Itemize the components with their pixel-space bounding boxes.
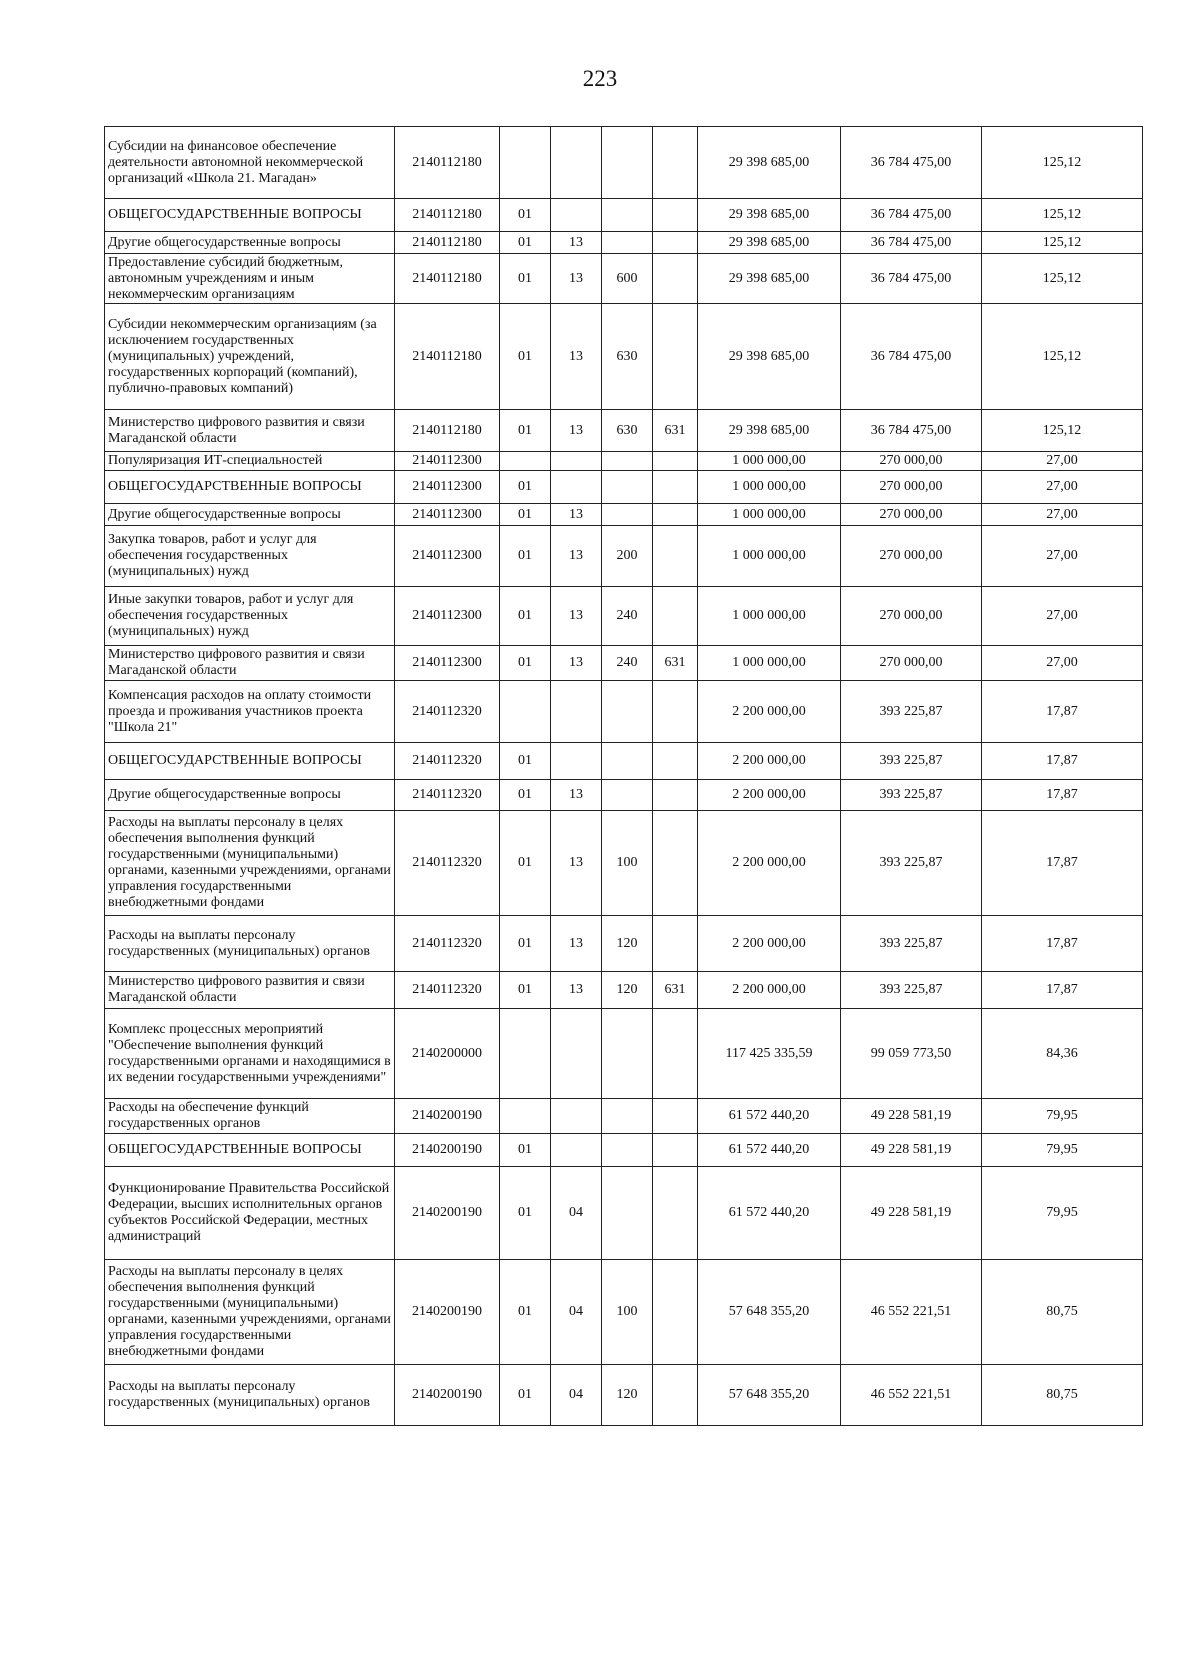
table-row — [105, 743, 1143, 780]
planned-amount: 57 648 355,20 — [698, 1365, 841, 1426]
expense-type-code — [602, 1167, 653, 1260]
expense-type-code: 120 — [602, 972, 653, 1009]
target-article-code: 2140112320 — [395, 916, 500, 972]
planned-amount: 57 648 355,20 — [698, 1260, 841, 1365]
actual-amount: 46 552 221,51 — [841, 1365, 982, 1426]
administrator-code — [653, 1167, 698, 1260]
execution-percent: 80,75 — [982, 1260, 1143, 1365]
target-article-code: 2140112180 — [395, 232, 500, 254]
table-row — [105, 587, 1143, 646]
section-code: 01 — [500, 1134, 551, 1167]
planned-amount: 29 398 685,00 — [698, 254, 841, 304]
administrator-code — [653, 681, 698, 743]
target-article-code: 2140112300 — [395, 526, 500, 587]
table-row — [105, 199, 1143, 232]
target-article-code: 2140112180 — [395, 254, 500, 304]
administrator-code — [653, 471, 698, 504]
section-code: 01 — [500, 254, 551, 304]
subsection-code — [551, 1009, 602, 1099]
section-code: 01 — [500, 304, 551, 410]
execution-percent: 80,75 — [982, 1365, 1143, 1426]
planned-amount: 61 572 440,20 — [698, 1167, 841, 1260]
expense-type-code: 120 — [602, 1365, 653, 1426]
execution-percent: 27,00 — [982, 504, 1143, 526]
planned-amount: 1 000 000,00 — [698, 526, 841, 587]
budget-table — [104, 126, 1143, 1426]
administrator-code — [653, 1009, 698, 1099]
subsection-code: 13 — [551, 504, 602, 526]
section-code: 01 — [500, 410, 551, 452]
planned-amount: 2 200 000,00 — [698, 916, 841, 972]
actual-amount: 46 552 221,51 — [841, 1260, 982, 1365]
subsection-code: 04 — [551, 1365, 602, 1426]
section-code: 01 — [500, 1167, 551, 1260]
planned-amount: 1 000 000,00 — [698, 471, 841, 504]
administrator-code — [653, 916, 698, 972]
actual-amount: 270 000,00 — [841, 504, 982, 526]
target-article-code: 2140112300 — [395, 646, 500, 681]
administrator-code: 631 — [653, 646, 698, 681]
subsection-code — [551, 471, 602, 504]
target-article-code: 2140200190 — [395, 1099, 500, 1134]
subsection-code: 13 — [551, 232, 602, 254]
planned-amount: 61 572 440,20 — [698, 1134, 841, 1167]
execution-percent: 125,12 — [982, 232, 1143, 254]
execution-percent: 27,00 — [982, 452, 1143, 471]
budget-item-name: Расходы на выплаты персоналу государственных (муниципальных) органов — [105, 1365, 395, 1426]
execution-percent: 79,95 — [982, 1134, 1143, 1167]
administrator-code — [653, 127, 698, 199]
subsection-code — [551, 1134, 602, 1167]
actual-amount: 393 225,87 — [841, 916, 982, 972]
budget-item-name: Другие общегосударственные вопросы — [105, 504, 395, 526]
table-row — [105, 526, 1143, 587]
execution-percent: 125,12 — [982, 127, 1143, 199]
execution-percent: 84,36 — [982, 1009, 1143, 1099]
section-code — [500, 452, 551, 471]
budget-item-name: Министерство цифрового развития и связи Магаданской области — [105, 972, 395, 1009]
section-code: 01 — [500, 1260, 551, 1365]
section-code: 01 — [500, 471, 551, 504]
subsection-code: 13 — [551, 972, 602, 1009]
expense-type-code — [602, 232, 653, 254]
table-row — [105, 681, 1143, 743]
administrator-code — [653, 304, 698, 410]
expense-type-code: 100 — [602, 1260, 653, 1365]
expense-type-code — [602, 1134, 653, 1167]
table-row — [105, 780, 1143, 811]
target-article-code: 2140200190 — [395, 1365, 500, 1426]
budget-item-name: Закупка товаров, работ и услуг для обеспечения государственных (муниципальных) нужд — [105, 526, 395, 587]
expense-type-code: 240 — [602, 587, 653, 646]
expense-type-code: 630 — [602, 410, 653, 452]
budget-item-name: Иные закупки товаров, работ и услуг для обеспечения государственных (муниципальных) нужд — [105, 587, 395, 646]
budget-item-name: Предоставление субсидий бюджетным, автономным учреждениям и иным некоммерческим организациям — [105, 254, 395, 304]
planned-amount: 1 000 000,00 — [698, 587, 841, 646]
actual-amount: 99 059 773,50 — [841, 1009, 982, 1099]
table-row — [105, 304, 1143, 410]
actual-amount: 270 000,00 — [841, 526, 982, 587]
actual-amount: 36 784 475,00 — [841, 127, 982, 199]
section-code — [500, 681, 551, 743]
subsection-code — [551, 127, 602, 199]
budget-item-name: Компенсация расходов на оплату стоимости проезда и проживания участников проекта "Школа 21" — [105, 681, 395, 743]
budget-item-name: Расходы на обеспечение функций государственных органов — [105, 1099, 395, 1134]
planned-amount: 2 200 000,00 — [698, 743, 841, 780]
administrator-code: 631 — [653, 972, 698, 1009]
administrator-code — [653, 452, 698, 471]
execution-percent: 79,95 — [982, 1099, 1143, 1134]
target-article-code: 2140200190 — [395, 1167, 500, 1260]
actual-amount: 49 228 581,19 — [841, 1167, 982, 1260]
section-code: 01 — [500, 587, 551, 646]
expense-type-code — [602, 199, 653, 232]
administrator-code — [653, 743, 698, 780]
actual-amount: 36 784 475,00 — [841, 304, 982, 410]
actual-amount: 36 784 475,00 — [841, 410, 982, 452]
administrator-code — [653, 254, 698, 304]
section-code: 01 — [500, 972, 551, 1009]
subsection-code: 13 — [551, 254, 602, 304]
section-code — [500, 127, 551, 199]
section-code — [500, 1009, 551, 1099]
budget-item-name: ОБЩЕГОСУДАРСТВЕННЫЕ ВОПРОСЫ — [105, 1134, 395, 1167]
execution-percent: 17,87 — [982, 972, 1143, 1009]
expense-type-code: 630 — [602, 304, 653, 410]
expense-type-code — [602, 780, 653, 811]
target-article-code: 2140112320 — [395, 743, 500, 780]
section-code: 01 — [500, 743, 551, 780]
target-article-code: 2140200190 — [395, 1260, 500, 1365]
subsection-code: 13 — [551, 811, 602, 916]
budget-item-name: Функционирование Правительства Российской Федерации, высших исполнительных органов субъектов Российской Федерации, местных администраций — [105, 1167, 395, 1260]
expense-type-code: 100 — [602, 811, 653, 916]
budget-item-name: Другие общегосударственные вопросы — [105, 232, 395, 254]
expense-type-code — [602, 452, 653, 471]
target-article-code: 2140112300 — [395, 504, 500, 526]
actual-amount: 36 784 475,00 — [841, 232, 982, 254]
target-article-code: 2140200190 — [395, 1134, 500, 1167]
execution-percent: 125,12 — [982, 199, 1143, 232]
table-row — [105, 972, 1143, 1009]
table-row — [105, 1009, 1143, 1099]
target-article-code: 2140112180 — [395, 304, 500, 410]
execution-percent: 79,95 — [982, 1167, 1143, 1260]
execution-percent: 17,87 — [982, 811, 1143, 916]
budget-item-name: Расходы на выплаты персоналу в целях обеспечения выполнения функций государственными (муниципальными) органами, казенными учреждениями, органами управления государственными внебюджетными фондами — [105, 811, 395, 916]
administrator-code — [653, 1365, 698, 1426]
actual-amount: 393 225,87 — [841, 972, 982, 1009]
subsection-code: 13 — [551, 410, 602, 452]
budget-item-name: Субсидии на финансовое обеспечение деятельности автономной некоммерческой организаций «Школа 21. Магадан» — [105, 127, 395, 199]
table-row — [105, 452, 1143, 471]
expense-type-code — [602, 681, 653, 743]
execution-percent: 27,00 — [982, 587, 1143, 646]
expense-type-code — [602, 743, 653, 780]
page-number: 223 — [582, 66, 618, 91]
execution-percent: 27,00 — [982, 471, 1143, 504]
subsection-code — [551, 681, 602, 743]
table-row — [105, 1167, 1143, 1260]
actual-amount: 270 000,00 — [841, 587, 982, 646]
administrator-code — [653, 232, 698, 254]
planned-amount: 29 398 685,00 — [698, 127, 841, 199]
budget-item-name: Популяризация ИТ-специальностей — [105, 452, 395, 471]
budget-item-name: Министерство цифрового развития и связи Магаданской области — [105, 646, 395, 681]
administrator-code — [653, 504, 698, 526]
section-code: 01 — [500, 646, 551, 681]
table-row — [105, 646, 1143, 681]
actual-amount: 270 000,00 — [841, 452, 982, 471]
expense-type-code — [602, 1099, 653, 1134]
planned-amount: 2 200 000,00 — [698, 681, 841, 743]
section-code: 01 — [500, 916, 551, 972]
section-code: 01 — [500, 504, 551, 526]
table-row — [105, 1365, 1143, 1426]
budget-item-name: Расходы на выплаты персоналу государственных (муниципальных) органов — [105, 916, 395, 972]
target-article-code: 2140200000 — [395, 1009, 500, 1099]
section-code: 01 — [500, 526, 551, 587]
section-code: 01 — [500, 811, 551, 916]
execution-percent: 17,87 — [982, 916, 1143, 972]
actual-amount: 393 225,87 — [841, 780, 982, 811]
target-article-code: 2140112180 — [395, 199, 500, 232]
execution-percent: 125,12 — [982, 410, 1143, 452]
target-article-code: 2140112300 — [395, 452, 500, 471]
subsection-code: 13 — [551, 304, 602, 410]
section-code: 01 — [500, 780, 551, 811]
planned-amount: 2 200 000,00 — [698, 972, 841, 1009]
expense-type-code: 200 — [602, 526, 653, 587]
table-row — [105, 504, 1143, 526]
budget-item-name: Комплекс процессных мероприятий "Обеспечение выполнения функций государственными органами и находящимися в их ведении государственными учреждениями" — [105, 1009, 395, 1099]
administrator-code: 631 — [653, 410, 698, 452]
execution-percent: 27,00 — [982, 646, 1143, 681]
table-row — [105, 811, 1143, 916]
subsection-code — [551, 1099, 602, 1134]
actual-amount: 36 784 475,00 — [841, 199, 982, 232]
planned-amount: 29 398 685,00 — [698, 304, 841, 410]
planned-amount: 29 398 685,00 — [698, 199, 841, 232]
subsection-code: 04 — [551, 1167, 602, 1260]
target-article-code: 2140112300 — [395, 471, 500, 504]
actual-amount: 36 784 475,00 — [841, 254, 982, 304]
actual-amount: 49 228 581,19 — [841, 1099, 982, 1134]
actual-amount: 393 225,87 — [841, 681, 982, 743]
administrator-code — [653, 587, 698, 646]
budget-item-name: Субсидии некоммерческим организациям (за исключением государственных (муниципальных) учреждений, государственных корпораций (компаний), публично-правовых компаний) — [105, 304, 395, 410]
actual-amount: 393 225,87 — [841, 743, 982, 780]
expense-type-code: 240 — [602, 646, 653, 681]
expense-type-code — [602, 471, 653, 504]
planned-amount: 29 398 685,00 — [698, 232, 841, 254]
budget-item-name: Министерство цифрового развития и связи Магаданской области — [105, 410, 395, 452]
execution-percent: 27,00 — [982, 526, 1143, 587]
expense-type-code: 600 — [602, 254, 653, 304]
planned-amount: 1 000 000,00 — [698, 646, 841, 681]
subsection-code: 13 — [551, 526, 602, 587]
expense-type-code — [602, 127, 653, 199]
table-body — [105, 127, 1143, 1426]
table-row — [105, 1134, 1143, 1167]
actual-amount: 393 225,87 — [841, 811, 982, 916]
budget-item-name: Другие общегосударственные вопросы — [105, 780, 395, 811]
table-row — [105, 471, 1143, 504]
budget-item-name: ОБЩЕГОСУДАРСТВЕННЫЕ ВОПРОСЫ — [105, 743, 395, 780]
subsection-code: 13 — [551, 780, 602, 811]
administrator-code — [653, 1134, 698, 1167]
table-row — [105, 232, 1143, 254]
target-article-code: 2140112320 — [395, 972, 500, 1009]
actual-amount: 49 228 581,19 — [841, 1134, 982, 1167]
execution-percent: 17,87 — [982, 743, 1143, 780]
table-row — [105, 1099, 1143, 1134]
expense-type-code: 120 — [602, 916, 653, 972]
execution-percent: 125,12 — [982, 304, 1143, 410]
administrator-code — [653, 811, 698, 916]
target-article-code: 2140112320 — [395, 811, 500, 916]
subsection-code: 04 — [551, 1260, 602, 1365]
execution-percent: 125,12 — [982, 254, 1143, 304]
budget-item-name: ОБЩЕГОСУДАРСТВЕННЫЕ ВОПРОСЫ — [105, 471, 395, 504]
target-article-code: 2140112180 — [395, 410, 500, 452]
subsection-code: 13 — [551, 916, 602, 972]
target-article-code: 2140112300 — [395, 587, 500, 646]
execution-percent: 17,87 — [982, 780, 1143, 811]
expense-type-code — [602, 1009, 653, 1099]
table-row — [105, 254, 1143, 304]
subsection-code: 13 — [551, 646, 602, 681]
planned-amount: 2 200 000,00 — [698, 811, 841, 916]
planned-amount: 1 000 000,00 — [698, 504, 841, 526]
planned-amount: 117 425 335,59 — [698, 1009, 841, 1099]
subsection-code — [551, 452, 602, 471]
administrator-code — [653, 1260, 698, 1365]
table-row — [105, 1260, 1143, 1365]
table-row — [105, 410, 1143, 452]
execution-percent: 17,87 — [982, 681, 1143, 743]
budget-item-name: ОБЩЕГОСУДАРСТВЕННЫЕ ВОПРОСЫ — [105, 199, 395, 232]
table-row — [105, 127, 1143, 199]
actual-amount: 270 000,00 — [841, 471, 982, 504]
planned-amount: 1 000 000,00 — [698, 452, 841, 471]
target-article-code: 2140112180 — [395, 127, 500, 199]
section-code: 01 — [500, 1365, 551, 1426]
target-article-code: 2140112320 — [395, 780, 500, 811]
section-code: 01 — [500, 232, 551, 254]
planned-amount: 61 572 440,20 — [698, 1099, 841, 1134]
expense-type-code — [602, 504, 653, 526]
planned-amount: 2 200 000,00 — [698, 780, 841, 811]
administrator-code — [653, 780, 698, 811]
section-code — [500, 1099, 551, 1134]
administrator-code — [653, 199, 698, 232]
budget-item-name: Расходы на выплаты персоналу в целях обеспечения выполнения функций государственными (муниципальными) органами, казенными учреждениями, органами управления государственными внебюджетными фондами — [105, 1260, 395, 1365]
administrator-code — [653, 526, 698, 587]
actual-amount: 270 000,00 — [841, 646, 982, 681]
target-article-code: 2140112320 — [395, 681, 500, 743]
subsection-code — [551, 743, 602, 780]
planned-amount: 29 398 685,00 — [698, 410, 841, 452]
section-code: 01 — [500, 199, 551, 232]
administrator-code — [653, 1099, 698, 1134]
subsection-code: 13 — [551, 587, 602, 646]
table-row — [105, 916, 1143, 972]
subsection-code — [551, 199, 602, 232]
